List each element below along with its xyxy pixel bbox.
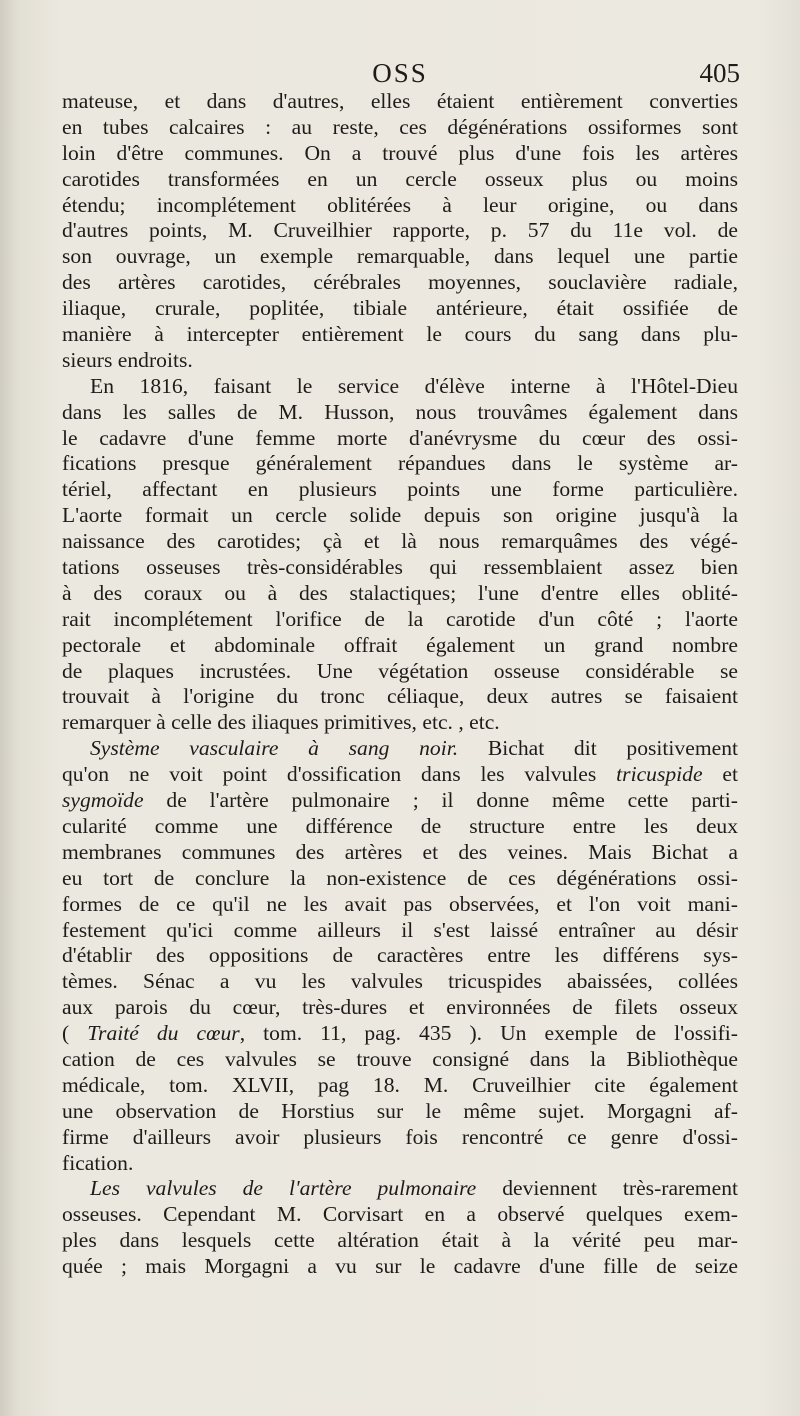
line-text: une observation de Horstius sur le même sujet. Morgagni af- bbox=[62, 1098, 738, 1123]
italic-phrase: Système vasculaire à sang noir. bbox=[90, 736, 459, 761]
text-line bbox=[62, 788, 738, 814]
line-text: rait incomplétement l'orifice de la carotide d'un côté ; l'aorte bbox=[62, 606, 738, 631]
text-line bbox=[62, 995, 738, 1021]
text-line bbox=[62, 400, 738, 426]
line-text: festement qu'ici comme ailleurs il s'est laissé entraîner au désir bbox=[62, 917, 738, 942]
paragraph-arteres bbox=[62, 89, 738, 374]
text-line bbox=[62, 503, 738, 529]
line-text: fications presque généralement répandues dans le système ar- bbox=[62, 451, 738, 476]
text-line bbox=[62, 1021, 738, 1047]
text-line bbox=[62, 892, 738, 918]
line-text: ples dans lesquels cette altération était à la vérité peu mar- bbox=[62, 1228, 738, 1253]
text-line bbox=[62, 218, 738, 244]
line-text: deviennent très-rarement bbox=[476, 1176, 738, 1201]
line-text: trouvait à l'origine du tronc céliaque, deux autres se faisaient bbox=[62, 684, 738, 709]
text-line bbox=[62, 1202, 738, 1228]
line-text: qu'on ne voit point d'ossification dans les valvules bbox=[62, 762, 617, 787]
text-line bbox=[62, 270, 738, 296]
text-line bbox=[62, 840, 738, 866]
text-line bbox=[62, 762, 738, 788]
text-line bbox=[62, 167, 738, 193]
text-line bbox=[62, 1125, 738, 1151]
line-text: cularité comme une différence de structure entre les deux bbox=[62, 813, 738, 838]
text-line bbox=[62, 555, 738, 581]
line-text: des artères carotides, cérébrales moyennes, souclavière radiale, bbox=[62, 270, 738, 295]
line-text: étendu; incomplétement oblitérées à leur origine, ou dans bbox=[62, 192, 738, 217]
text-line bbox=[62, 659, 738, 685]
line-text: Bichat dit positivement bbox=[458, 736, 738, 761]
line-text: en tubes calcaires : au reste, ces dégénérations ossiformes sont bbox=[62, 114, 738, 139]
line-text: d'autres points, M. Cruveilhier rapporte, p. 57 du 11e vol. de bbox=[62, 218, 738, 243]
text-line bbox=[62, 296, 738, 322]
line-text: le cadavre d'une femme morte d'anévrysme du cœur des ossi- bbox=[62, 425, 738, 450]
line-text: eu tort de conclure la non-existence de ces dégénérations ossi- bbox=[62, 865, 738, 890]
text-line bbox=[62, 322, 738, 348]
line-text: naissance des carotides; çà et là nous remarquâmes des végé- bbox=[62, 529, 738, 554]
line-text: tations osseuses très-considérables qui ressemblaient assez bien bbox=[62, 555, 738, 580]
text-line bbox=[62, 918, 738, 944]
line-tail: , tom. 11, pag. 435 ). Un exemple de l'ossifi- bbox=[239, 1021, 738, 1046]
line-text: tèmes. Sénac a vu les valvules tricuspides abaissées, collées bbox=[62, 969, 738, 994]
line-text: iliaque, crurale, poplitée, tibiale antérieure, était ossifiée de bbox=[62, 296, 738, 321]
text-line bbox=[62, 814, 738, 840]
italic-phrase: Les valvules de l'artère pulmonaire bbox=[90, 1176, 477, 1201]
line-text: à des coraux ou à des stalactiques; l'une d'entre elles oblité- bbox=[62, 580, 738, 605]
line-text: son ouvrage, un exemple remarquable, dans lequel une partie bbox=[62, 244, 738, 269]
line-text: dans les salles de M. Husson, nous trouvâmes également dans bbox=[62, 399, 738, 424]
line-text: fication. bbox=[62, 1150, 134, 1175]
italic-phrase: Traité du cœur bbox=[87, 1021, 240, 1046]
line-text: cation de ces valvules se trouve consigné dans la Bibliothèque bbox=[62, 1046, 738, 1071]
text-line bbox=[62, 1047, 738, 1073]
text-line bbox=[62, 193, 738, 219]
line-text: firme d'ailleurs avoir plusieurs fois rencontré ce genre d'ossi- bbox=[62, 1124, 738, 1149]
text-line bbox=[62, 451, 738, 477]
line-text: d'établir des oppositions de caractères entre les différens sys- bbox=[62, 943, 738, 968]
text-line bbox=[62, 141, 738, 167]
line-text: médicale, tom. XLVII, pag 18. M. Cruveilhier cite également bbox=[62, 1072, 738, 1097]
text-line bbox=[62, 969, 738, 995]
line-text: remarquer à celle des iliaques primitives, etc. , etc. bbox=[62, 710, 500, 735]
italic-phrase: sygmoïde bbox=[62, 788, 144, 813]
text-line bbox=[62, 736, 738, 762]
text-line bbox=[62, 607, 738, 633]
text-line bbox=[62, 1176, 738, 1202]
line-text: ( bbox=[62, 1021, 88, 1046]
line-text: aux parois du cœur, très-dures et environnées de filets osseux bbox=[62, 995, 738, 1020]
line-tail: et bbox=[702, 762, 738, 787]
text-line bbox=[62, 374, 738, 400]
paragraph-valvules-pulmonaire bbox=[62, 1176, 738, 1280]
paragraph-1816 bbox=[62, 374, 738, 736]
page-header bbox=[60, 58, 740, 92]
text-line bbox=[62, 1151, 738, 1177]
line-text: carotides transformées en un cercle osseux plus ou moins bbox=[62, 166, 738, 191]
text-line bbox=[62, 426, 738, 452]
line-text: membranes communes des artères et des veines. Mais Bichat a bbox=[62, 839, 738, 864]
line-text: En 1816, faisant le service d'élève interne à l'Hôtel-Dieu bbox=[90, 373, 738, 398]
line-text: formes de ce qu'il ne les avait pas observées, et l'on voit mani- bbox=[62, 891, 738, 916]
text-line bbox=[62, 115, 738, 141]
text-line bbox=[62, 684, 738, 710]
text-line bbox=[62, 710, 738, 736]
text-line bbox=[62, 1254, 738, 1280]
paragraph-systeme-vasculaire bbox=[62, 736, 738, 1176]
line-text: osseuses. Cependant M. Corvisart en a observé quelques exem- bbox=[62, 1202, 738, 1227]
italic-phrase: tricuspide bbox=[616, 762, 703, 787]
text-line bbox=[62, 529, 738, 555]
text-line bbox=[62, 1073, 738, 1099]
line-text: de l'artère pulmonaire ; il donne même cette parti- bbox=[143, 788, 738, 813]
text-line bbox=[62, 581, 738, 607]
line-text: tériel, affectant en plusieurs points une forme particulière. bbox=[62, 477, 738, 502]
running-head: OSS bbox=[372, 58, 428, 88]
text-line bbox=[62, 89, 738, 115]
text-line bbox=[62, 943, 738, 969]
line-text: pectorale et abdominale offrait également un grand nombre bbox=[62, 632, 738, 657]
text-line bbox=[62, 244, 738, 270]
text-line bbox=[62, 1228, 738, 1254]
line-text: mateuse, et dans d'autres, elles étaient entièrement converties bbox=[62, 89, 738, 113]
line-text: L'aorte formait un cercle solide depuis son origine jusqu'à la bbox=[62, 503, 738, 528]
body-text bbox=[62, 89, 738, 1280]
text-line bbox=[62, 348, 738, 374]
text-line bbox=[62, 866, 738, 892]
line-text: manière à intercepter entièrement le cours du sang dans plu- bbox=[62, 322, 738, 347]
line-text: de plaques incrustées. Une végétation osseuse considérable se bbox=[62, 658, 738, 683]
text-line bbox=[62, 477, 738, 503]
text-line bbox=[62, 1099, 738, 1125]
line-text: quée ; mais Morgagni a vu sur le cadavre d'une fille de seize bbox=[62, 1254, 738, 1279]
text-line bbox=[62, 633, 738, 659]
line-text: loin d'être communes. On a trouvé plus d'une fois les artères bbox=[62, 140, 738, 165]
page-number: 405 bbox=[699, 58, 740, 88]
line-text: sieurs endroits. bbox=[62, 347, 193, 372]
